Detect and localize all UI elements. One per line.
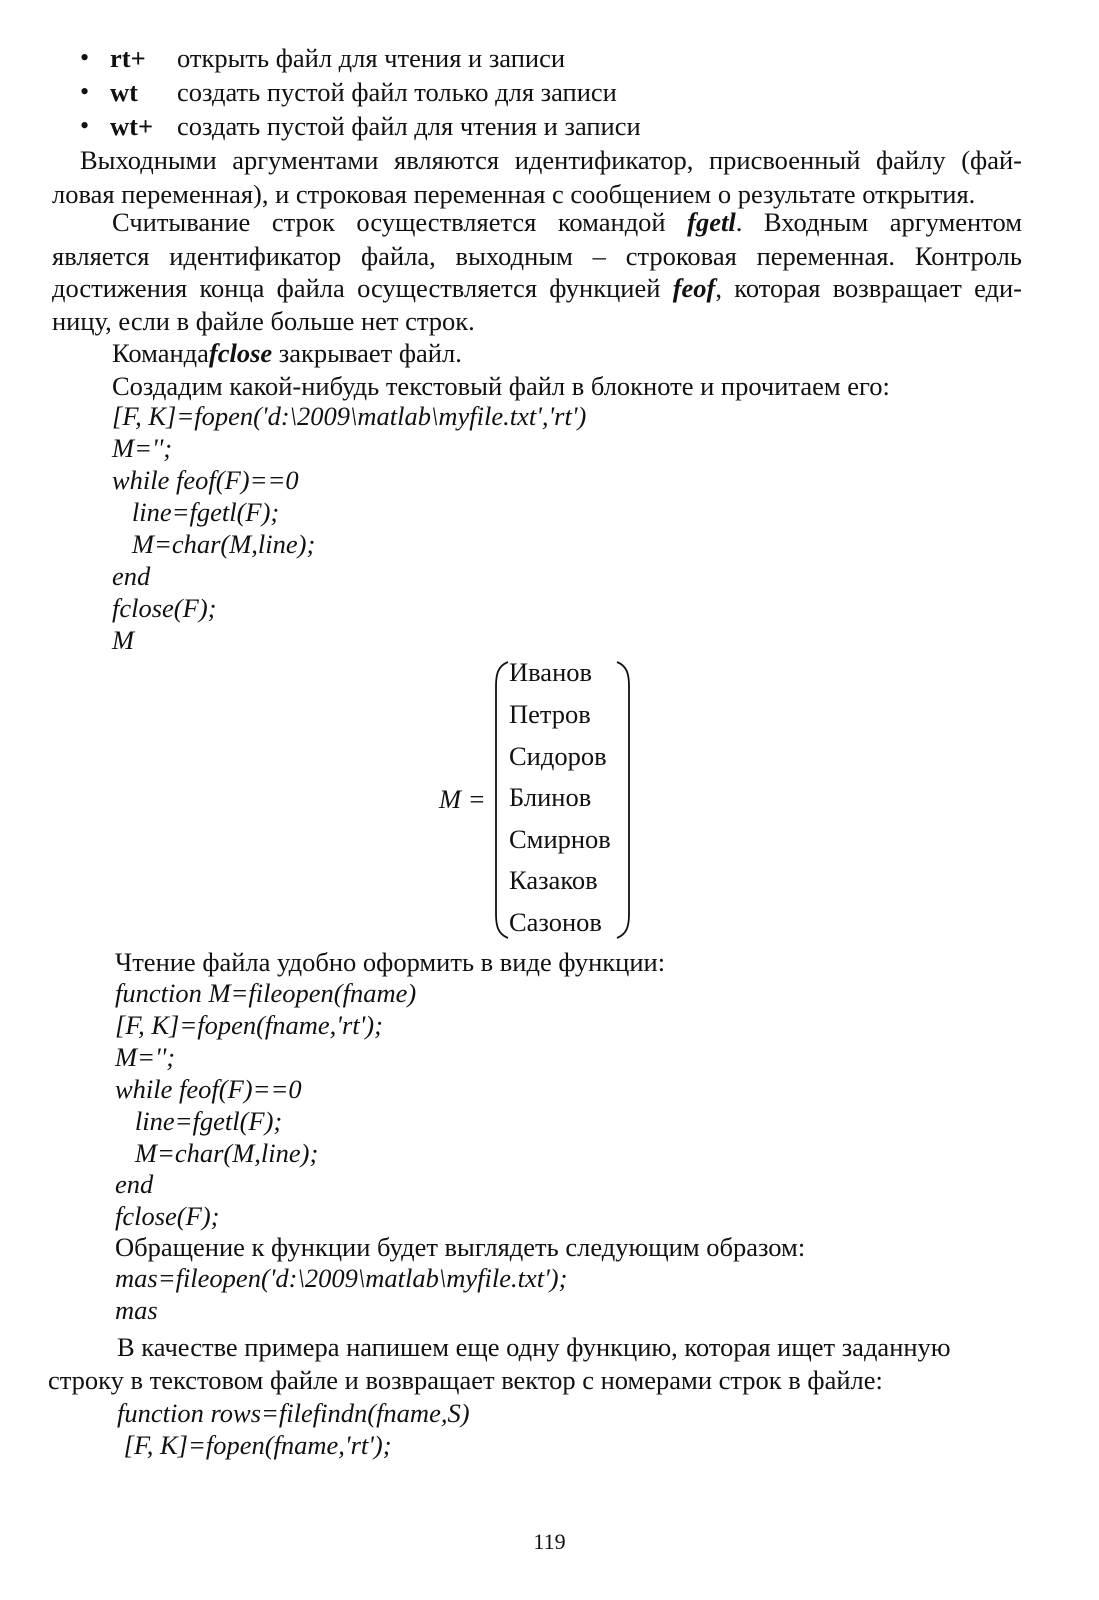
code-line: line=fgetl(F);	[112, 497, 280, 527]
code-line: M=char(M,line);	[112, 529, 316, 559]
paragraph-line: Обращение к функции будет выглядеть следующим образом:	[115, 1232, 806, 1262]
paragraph-line: ловая переменная), и строковая переменная с сообщением о результате открытия.	[52, 179, 976, 209]
code-line: M=char(M,line);	[115, 1138, 319, 1168]
bullet-text: открыть файл для чтения и записи	[177, 43, 566, 73]
bullet-text: создать пустой файл только для записи	[177, 77, 617, 107]
matrix-cell: Смирнов	[509, 824, 611, 854]
paragraph-line: ницу, если в файле больше нет строк.	[52, 306, 475, 336]
right-paren	[617, 662, 629, 938]
bullet-dot: •	[80, 43, 90, 72]
matrix-cell: Петров	[509, 699, 591, 729]
paragraph-line	[52, 272, 1022, 304]
text-span: Команда	[112, 338, 209, 368]
code-line: [F, K]=fopen(fname,'rt');	[115, 1010, 383, 1040]
code-line: function M=fileopen(fname)	[115, 978, 417, 1008]
code-line: M='';	[112, 433, 173, 463]
code-line: M	[112, 625, 135, 655]
text-span: Считывание строк осуществляется командой	[112, 207, 666, 237]
text-span: закрывает файл.	[272, 338, 462, 368]
bullet-key: rt+	[110, 43, 146, 73]
matrix-cell: Иванов	[509, 657, 593, 687]
matrix-cell: Сидоров	[509, 741, 607, 771]
function-name: feof	[672, 273, 716, 303]
function-name: fclose	[208, 338, 273, 368]
code-line: fclose(F);	[115, 1201, 220, 1231]
code-line: function rows=filefindn(fname,S)	[117, 1398, 470, 1428]
code-line: mas	[115, 1295, 158, 1325]
paragraph-line: Создадим какой-нибудь текстовый файл в блокноте и прочитаем его:	[112, 371, 890, 401]
bullet-dot: •	[80, 77, 90, 106]
function-name: fgetl	[687, 207, 736, 237]
paragraph-line	[112, 337, 462, 369]
matrix-cell: Сазонов	[509, 907, 602, 937]
bullet-text: создать пустой файл для чтения и записи	[177, 111, 641, 141]
paragraph-line: Чтение файла удобно оформить в виде функции:	[115, 947, 666, 977]
code-line: end	[115, 1169, 154, 1199]
paragraph-line: В качестве примера напишем еще одну функцию, которая ищет заданную	[117, 1332, 951, 1362]
paragraph-line: Выходными аргументами являются идентификатор, присвоенный файлу (фай-	[80, 145, 1022, 175]
code-line: while feof(F)==0	[115, 1074, 302, 1104]
bullet-key: wt	[110, 77, 138, 107]
text-span: . Входным аргументом	[735, 207, 1022, 237]
code-line: mas=fileopen('d:\2009\matlab\myfile.txt');	[115, 1263, 568, 1293]
paragraph-line	[112, 206, 1022, 238]
code-line: end	[112, 561, 151, 591]
bullet-key: wt+	[110, 111, 154, 141]
left-paren	[496, 662, 508, 938]
code-line: [F, K]=fopen('d:\2009\matlab\myfile.txt','rt')	[112, 401, 587, 431]
bullet-dot: •	[80, 111, 90, 140]
matrix-cell: Казаков	[509, 865, 598, 895]
matrix-cell: Блинов	[509, 782, 592, 812]
page-number: 119	[533, 1529, 566, 1554]
text-span: достижения конца файла осуществляется функцией	[52, 273, 661, 303]
paragraph-line: является идентификатор файла, выходным – строковая переменная. Контроль	[52, 241, 1022, 271]
paragraph-line: строку в текстовом файле и возвращает вектор с номерами строк в файле:	[48, 1365, 883, 1395]
code-line: line=fgetl(F);	[115, 1106, 283, 1136]
code-line: [F, K]=fopen(fname,'rt');	[117, 1430, 392, 1460]
matrix-lhs: M =	[439, 784, 486, 814]
code-line: fclose(F);	[112, 593, 217, 623]
code-line: M='';	[115, 1042, 176, 1072]
text-span: , которая возвращает еди-	[715, 273, 1022, 303]
code-line: while feof(F)==0	[112, 465, 299, 495]
